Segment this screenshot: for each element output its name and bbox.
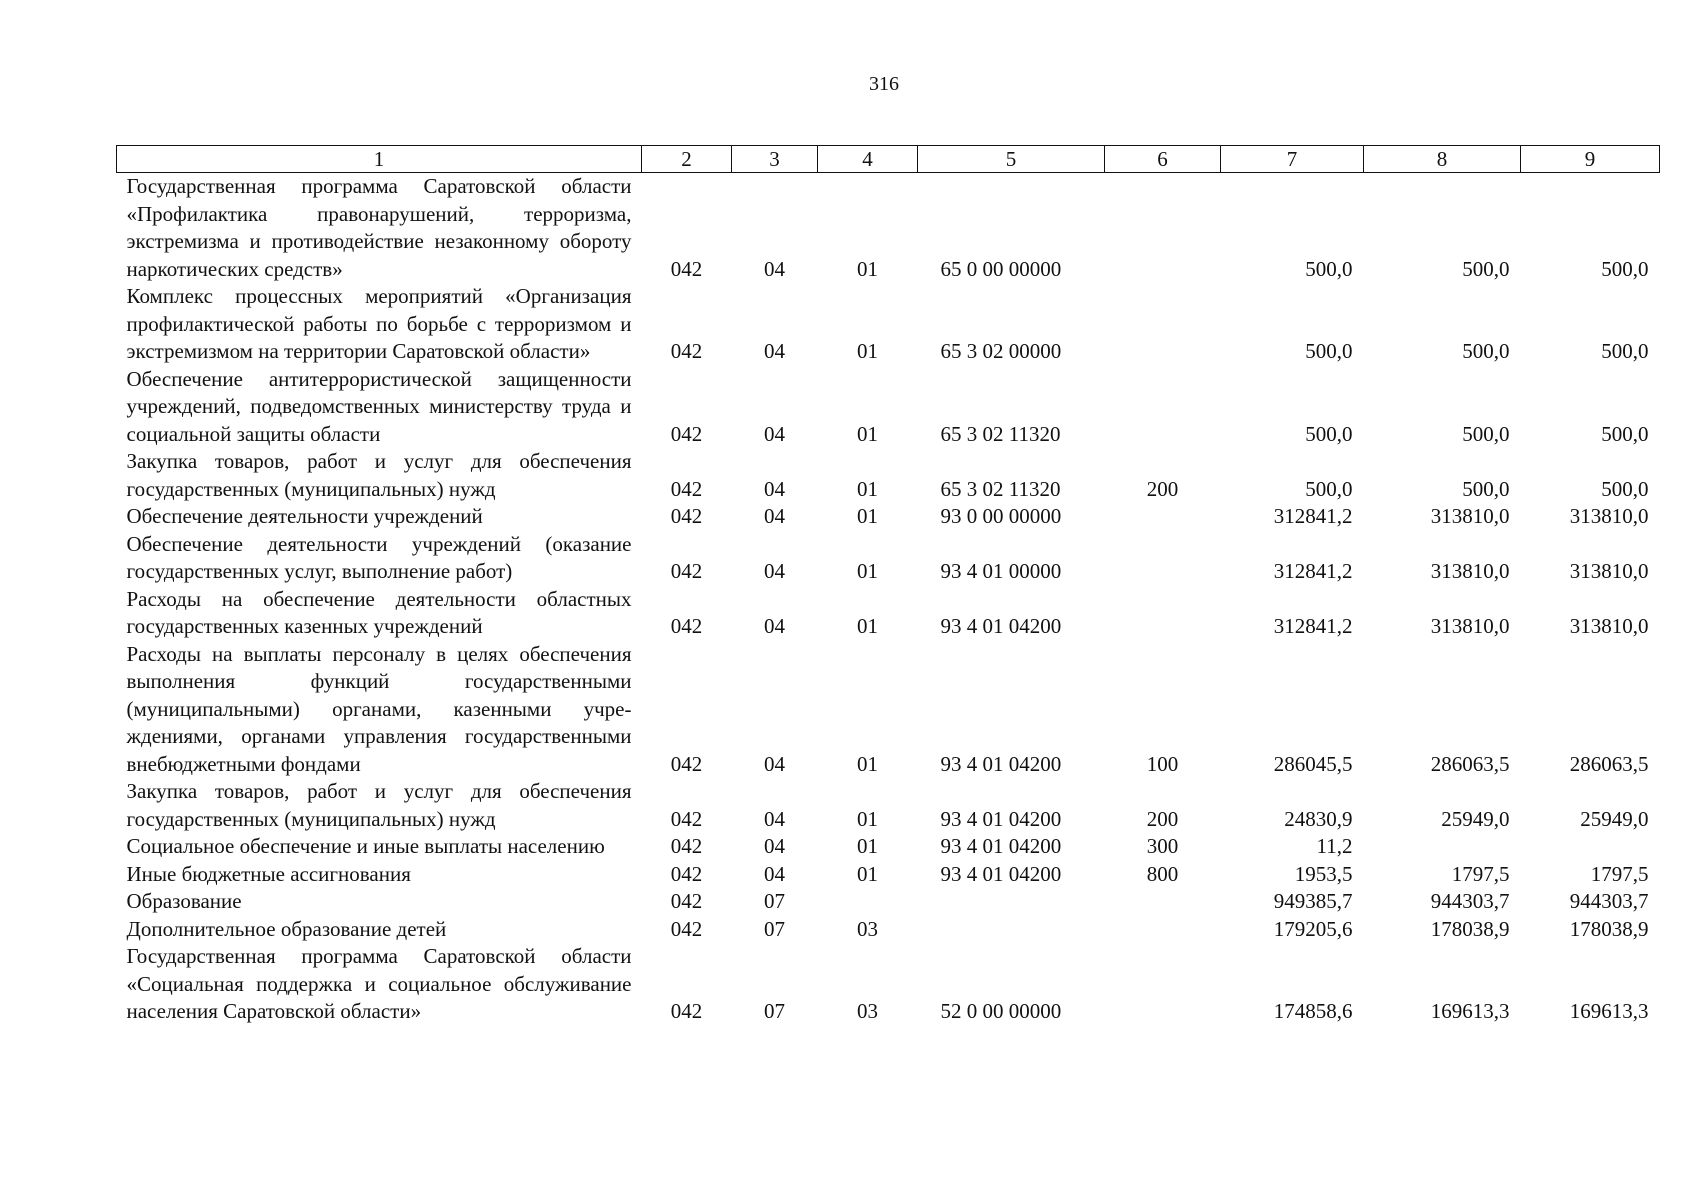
row-section-code: 07 xyxy=(764,889,785,913)
row-target-code: 93 4 01 04200 xyxy=(940,861,1062,886)
row-amount-8: 286063,5 xyxy=(1430,751,1510,776)
header-cell-4: 4 xyxy=(818,146,918,173)
table-row xyxy=(117,833,1660,861)
table-row xyxy=(117,283,1660,366)
row-amount-7: 1953,5 xyxy=(1294,861,1353,886)
row-subsection-code: 01 xyxy=(857,614,878,638)
row-ministry-code: 042 xyxy=(670,889,703,913)
row-ministry-code: 042 xyxy=(670,861,703,886)
row-amount-8: 313810,0 xyxy=(1430,559,1510,583)
row-amount-9: 178038,9 xyxy=(1569,916,1649,941)
row-amount-7: 500,0 xyxy=(1305,256,1353,281)
row-target-code: 93 4 01 00000 xyxy=(940,559,1062,583)
row-expense-type xyxy=(1105,916,1221,944)
table-row xyxy=(117,531,1660,586)
row-name: Обеспечение деятельности учреждений xyxy=(126,504,483,528)
row-amount-9: 500,0 xyxy=(1601,339,1649,363)
row-name: Закупка товаров, работ и услуг для обеспечения государственных (муниципальных) нужд xyxy=(126,779,632,831)
row-amount-7: 24830,9 xyxy=(1284,806,1353,831)
row-section-code: 04 xyxy=(764,256,785,281)
row-name: Обеспечение антитеррористической защищенности учреждений, подведомственных министерству труда и социальной защиты области xyxy=(126,366,632,446)
row-amount-8: 169613,3 xyxy=(1430,999,1510,1023)
row-expense-type xyxy=(1105,586,1221,641)
row-target-code: 65 0 00 00000 xyxy=(940,256,1062,281)
row-amount-8: 1797,5 xyxy=(1451,861,1510,886)
row-amount-8: 944303,7 xyxy=(1430,889,1510,913)
row-expense-type: 200 xyxy=(1146,806,1179,831)
row-target-code: 65 3 02 11320 xyxy=(940,421,1061,446)
row-target-code xyxy=(918,888,1105,916)
row-amount-9: 500,0 xyxy=(1601,476,1649,501)
row-name: Обеспечение деятельности учреждений (оказание государственных услуг, выполнение работ) xyxy=(126,531,632,583)
table-row xyxy=(117,448,1660,503)
row-target-code: 93 4 01 04200 xyxy=(940,751,1062,776)
header-cell-5: 5 xyxy=(918,146,1105,173)
row-amount-8 xyxy=(1364,833,1521,861)
row-amount-9: 25949,0 xyxy=(1580,806,1649,831)
row-section-code: 04 xyxy=(764,504,785,528)
page-number: 316 xyxy=(869,73,899,95)
row-subsection-code: 03 xyxy=(857,999,878,1023)
row-ministry-code: 042 xyxy=(670,421,703,446)
row-section-code: 04 xyxy=(764,476,785,501)
row-target-code: 93 4 01 04200 xyxy=(940,834,1062,858)
row-name: Расходы на обеспечение деятельности областных государственных казенных учреждений xyxy=(126,586,632,638)
header-cell-7: 7 xyxy=(1221,146,1364,173)
row-amount-7: 500,0 xyxy=(1305,476,1353,501)
row-amount-8: 500,0 xyxy=(1462,476,1510,501)
row-amount-8: 313810,0 xyxy=(1430,504,1510,528)
row-subsection-code: 01 xyxy=(857,504,878,528)
row-expense-type: 800 xyxy=(1146,861,1179,886)
row-target-code: 65 3 02 00000 xyxy=(940,339,1062,363)
row-name: Государственная программа Саратовской области «Профилактика правонарушений, терроризма, экстремизма и противодействие незаконному обороту наркотических средств» xyxy=(126,174,632,281)
row-section-code: 04 xyxy=(764,834,785,858)
table-row xyxy=(117,888,1660,916)
table-row xyxy=(117,586,1660,641)
row-ministry-code: 042 xyxy=(670,999,703,1023)
row-section-code: 04 xyxy=(764,614,785,638)
row-section-code: 04 xyxy=(764,751,785,776)
row-amount-9: 500,0 xyxy=(1601,256,1649,281)
row-subsection-code: 01 xyxy=(857,339,878,363)
row-amount-7: 11,2 xyxy=(1316,834,1353,858)
row-amount-7: 312841,2 xyxy=(1273,559,1353,583)
row-section-code: 04 xyxy=(764,559,785,583)
header-cell-6: 6 xyxy=(1105,146,1221,173)
row-ministry-code: 042 xyxy=(670,559,703,583)
row-ministry-code: 042 xyxy=(670,256,703,281)
row-name: Дополнительное образование детей xyxy=(126,916,447,941)
row-expense-type xyxy=(1105,503,1221,531)
row-expense-type: 300 xyxy=(1146,834,1179,858)
row-amount-8: 500,0 xyxy=(1462,421,1510,446)
row-amount-8: 25949,0 xyxy=(1441,806,1510,831)
row-amount-9: 1797,5 xyxy=(1590,861,1649,886)
row-section-code: 04 xyxy=(764,806,785,831)
row-amount-9: 500,0 xyxy=(1601,421,1649,446)
row-name: Образование xyxy=(126,889,242,913)
row-amount-7: 174858,6 xyxy=(1273,999,1353,1023)
row-target-code xyxy=(918,916,1105,944)
table-row xyxy=(117,641,1660,779)
row-amount-9: 313810,0 xyxy=(1569,504,1649,528)
table-row xyxy=(117,916,1660,944)
row-amount-8: 500,0 xyxy=(1462,256,1510,281)
row-amount-8: 313810,0 xyxy=(1430,614,1510,638)
row-ministry-code: 042 xyxy=(670,504,703,528)
header-cell-8: 8 xyxy=(1364,146,1521,173)
row-expense-type xyxy=(1105,531,1221,586)
row-amount-8: 500,0 xyxy=(1462,339,1510,363)
row-name: Комплекс процессных мероприятий «Организация профилактической работы по борьбе с терроризмом и экстремизмом на территории Саратовской области» xyxy=(126,284,632,363)
table-body xyxy=(117,173,1660,1026)
row-amount-7: 286045,5 xyxy=(1273,751,1353,776)
row-section-code: 07 xyxy=(764,999,785,1023)
row-amount-7: 179205,6 xyxy=(1273,916,1353,941)
row-subsection-code: 01 xyxy=(857,834,878,858)
row-target-code: 93 0 00 00000 xyxy=(940,504,1062,528)
row-amount-7: 500,0 xyxy=(1305,339,1353,363)
table-header xyxy=(117,146,1660,173)
row-subsection-code xyxy=(818,888,918,916)
row-amount-7: 949385,7 xyxy=(1273,889,1353,913)
row-subsection-code: 01 xyxy=(857,861,878,886)
row-amount-7: 500,0 xyxy=(1305,421,1353,446)
row-expense-type xyxy=(1105,173,1221,284)
row-amount-7: 312841,2 xyxy=(1273,504,1353,528)
header-cell-9: 9 xyxy=(1521,146,1660,173)
row-ministry-code: 042 xyxy=(670,751,703,776)
row-amount-9: 169613,3 xyxy=(1569,999,1649,1023)
row-name: Расходы на выплаты персоналу в целях обеспечения выполнения функций государственными (муниципальными) органами, казенными учреждениями, органами управления государственными внебюджетными фондами xyxy=(126,641,632,776)
table-row xyxy=(117,366,1660,449)
table-row xyxy=(117,861,1660,889)
row-name: Закупка товаров, работ и услуг для обеспечения государственных (муниципальных) нужд xyxy=(126,449,632,501)
row-target-code: 65 3 02 11320 xyxy=(940,476,1061,501)
row-ministry-code: 042 xyxy=(670,806,703,831)
row-subsection-code: 01 xyxy=(857,476,878,501)
row-expense-type: 100 xyxy=(1146,751,1179,776)
row-section-code: 04 xyxy=(764,339,785,363)
row-amount-9: 313810,0 xyxy=(1569,614,1649,638)
row-expense-type xyxy=(1105,888,1221,916)
header-cell-3: 3 xyxy=(732,146,818,173)
row-target-code: 93 4 01 04200 xyxy=(940,806,1062,831)
table-row xyxy=(117,778,1660,833)
row-ministry-code: 042 xyxy=(670,476,703,501)
row-name: Государственная программа Саратовской области «Социальная поддержка и социальное обслуживание населения Саратовской области» xyxy=(126,944,632,1023)
row-target-code: 93 4 01 04200 xyxy=(940,614,1062,638)
row-subsection-code: 01 xyxy=(857,421,878,446)
table-row xyxy=(117,173,1660,284)
row-subsection-code: 01 xyxy=(857,806,878,831)
budget-table xyxy=(116,145,1660,1026)
row-amount-9: 313810,0 xyxy=(1569,559,1649,583)
table-row xyxy=(117,503,1660,531)
row-target-code: 52 0 00 00000 xyxy=(940,999,1062,1023)
row-subsection-code: 01 xyxy=(857,559,878,583)
row-expense-type xyxy=(1105,943,1221,1026)
row-ministry-code: 042 xyxy=(670,614,703,638)
row-ministry-code: 042 xyxy=(670,339,703,363)
row-expense-type xyxy=(1105,283,1221,366)
row-expense-type xyxy=(1105,366,1221,449)
row-subsection-code: 03 xyxy=(857,916,878,941)
row-section-code: 04 xyxy=(764,421,785,446)
row-ministry-code: 042 xyxy=(670,916,703,941)
row-name: Иные бюджетные ассигнования xyxy=(126,861,411,886)
row-subsection-code: 01 xyxy=(857,256,878,281)
table-row xyxy=(117,943,1660,1026)
row-amount-9: 944303,7 xyxy=(1569,889,1649,913)
header-row xyxy=(117,146,1660,173)
row-section-code: 04 xyxy=(764,861,785,886)
row-ministry-code: 042 xyxy=(670,834,703,858)
row-expense-type: 200 xyxy=(1146,476,1179,501)
row-name: Социальное обеспечение и иные выплаты населению xyxy=(126,834,605,858)
row-amount-9: 286063,5 xyxy=(1569,751,1649,776)
row-subsection-code: 01 xyxy=(857,751,878,776)
row-amount-9 xyxy=(1521,833,1660,861)
row-amount-7: 312841,2 xyxy=(1273,614,1353,638)
row-section-code: 07 xyxy=(764,916,785,941)
header-cell-1: 1 xyxy=(117,146,642,173)
row-amount-8: 178038,9 xyxy=(1430,916,1510,941)
header-cell-2: 2 xyxy=(642,146,732,173)
